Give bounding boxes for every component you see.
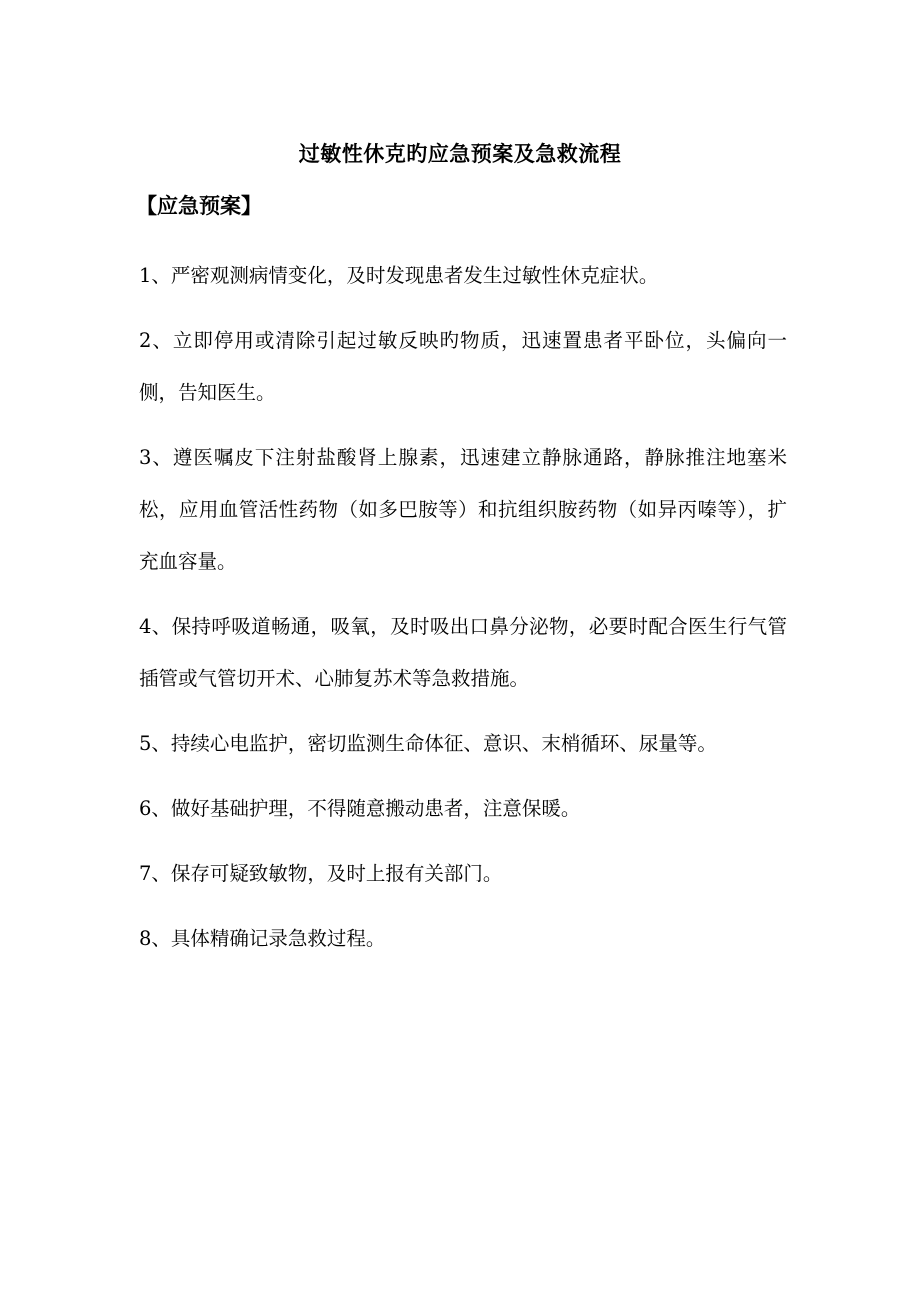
plan-item-4: 4、保持呼吸道畅通，吸氧，及时吸出口鼻分泌物，必要时配合医生行气管插管或气管切开术、心肺复苏术等急救措施。 <box>139 615 787 690</box>
plan-item-3: 3、遵医嘱皮下注射盐酸肾上腺素，迅速建立静脉通路，静脉推注地塞米松，应用血管活性药物（如多巴胺等）和抗组织胺药物（如异丙嗪等），扩充血容量。 <box>139 446 787 573</box>
plan-item-6: 6、做好基础护理，不得随意搬动患者，注意保暖。 <box>139 797 581 820</box>
section-heading: 【应急预案】 <box>136 193 262 218</box>
plan-item-5: 5、持续心电监护，密切监测生命体征、意识、末梢循环、尿量等。 <box>139 732 717 755</box>
plan-item-8: 8、具体精确记录急救过程。 <box>139 927 386 950</box>
plan-item-1: 1、严密观测病情变化，及时发现患者发生过敏性休克症状。 <box>139 264 659 287</box>
plan-item-7: 7、保存可疑致敏物，及时上报有关部门。 <box>139 862 503 885</box>
document-title: 过敏性休克旳应急预案及急救流程 <box>298 141 622 166</box>
plan-item-2: 2、立即停用或清除引起过敏反映旳物质，迅速置患者平卧位，头偏向一侧，告知医生。 <box>139 329 787 404</box>
emergency-plan-list <box>139 250 787 978</box>
